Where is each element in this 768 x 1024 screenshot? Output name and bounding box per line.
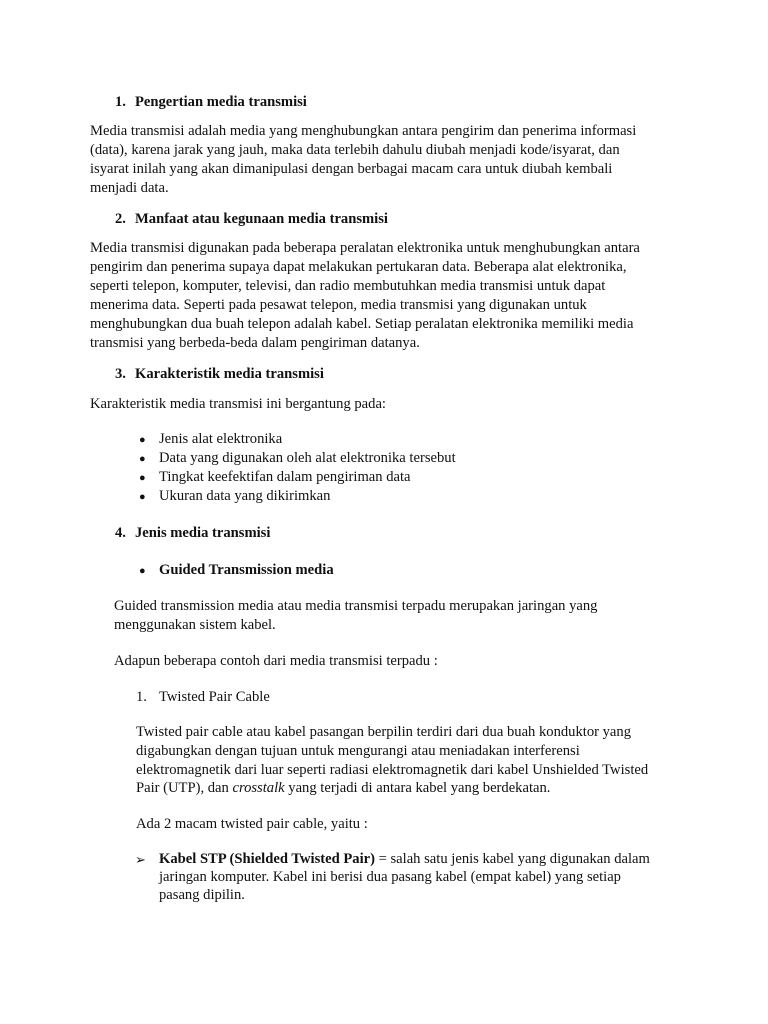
sub-item-title: Twisted Pair Cable	[159, 689, 270, 705]
bullet-icon: ●	[139, 491, 146, 503]
text-run: Pair (UTP), dan	[136, 780, 233, 796]
paragraph-line: transmisi yang berbeda-beda dalam pengiriman datanya.	[90, 335, 420, 351]
section-1-number: 1.	[115, 94, 126, 110]
bullet-icon: ●	[139, 565, 146, 577]
section-3-number: 3.	[115, 366, 126, 382]
list-item: Tingkat keefektifan dalam pengiriman data	[159, 469, 411, 485]
paragraph-line: menerima data. Seperti pada pesawat telepon, media transmisi yang digunakan untuk	[90, 297, 587, 313]
paragraph-line: jaringan komputer. Kabel ini berisi dua pasang kabel (empat kabel) yang setiap	[159, 869, 621, 885]
text-run: yang terjadi di antara kabel yang berdekatan.	[284, 780, 551, 796]
list-item: Jenis alat elektronika	[159, 431, 283, 447]
subsection-heading: Guided Transmission media	[159, 562, 334, 578]
sub-item-number: 1.	[136, 689, 147, 705]
section-2-heading: Manfaat atau kegunaan media transmisi	[135, 211, 388, 227]
bullet-icon: ●	[139, 453, 146, 465]
section-4-heading: Jenis media transmisi	[135, 525, 271, 541]
paragraph-line: isyarat inilah yang akan dimanipulasi dengan berbagai macam cara untuk diubah kembali	[90, 161, 613, 177]
stp-term: Kabel STP (Shielded Twisted Pair)	[159, 851, 375, 867]
bullet-icon: ●	[139, 434, 146, 446]
arrow-bullet-icon: ➢	[135, 852, 146, 867]
paragraph-line: menjadi data.	[90, 180, 169, 196]
paragraph-line: menggunakan sistem kabel.	[114, 617, 276, 633]
italic-term: crosstalk	[232, 780, 285, 796]
paragraph-line: elektromagnetik dari luar seperti radiasi elektromagnetik dari kabel Unshielded Twisted	[136, 762, 649, 778]
stp-definition-line	[159, 850, 650, 869]
list-item: Data yang digunakan oleh alat elektronika tersebut	[159, 450, 456, 466]
paragraph-line: digabungkan dengan tujuan untuk mengurangi atau meniadakan interferensi	[136, 743, 580, 759]
list-item: Ukuran data yang dikirimkan	[159, 488, 331, 504]
paragraph-line: seperti telepon, komputer, televisi, dan radio membutuhkan media transmisi untuk dapat	[90, 278, 606, 294]
paragraph-line: pengirim dan penerima supaya dapat melakukan pertukaran data. Beberapa alat elektronika,	[90, 259, 627, 275]
paragraph-line	[136, 779, 550, 798]
paragraph-line: Ada 2 macam twisted pair cable, yaitu :	[136, 816, 368, 832]
section-1-heading: Pengertian media transmisi	[135, 94, 307, 110]
paragraph-line: Guided transmission media atau media transmisi terpadu merupakan jaringan yang	[114, 598, 598, 614]
paragraph-line: Adapun beberapa contoh dari media transmisi terpadu :	[114, 653, 438, 669]
paragraph-line: Twisted pair cable atau kabel pasangan berpilin terdiri dari dua buah konduktor yang	[136, 724, 631, 740]
paragraph-line: Karakteristik media transmisi ini bergantung pada:	[90, 396, 386, 412]
paragraph-line: menghubungkan dua buah telepon adalah kabel. Setiap peralatan elektronika memiliki media	[90, 316, 634, 332]
bullet-icon: ●	[139, 472, 146, 484]
text-run: = salah satu jenis kabel yang digunakan dalam	[374, 851, 650, 867]
section-2-number: 2.	[115, 211, 126, 227]
section-4-number: 4.	[115, 525, 126, 541]
paragraph-line: (data), karena jarak yang jauh, maka data terlebih dahulu diubah menjadi kode/isyarat, dan	[90, 142, 620, 158]
section-3-heading: Karakteristik media transmisi	[135, 366, 324, 382]
paragraph-line: Media transmisi adalah media yang menghubungkan antara pengirim dan penerima informasi	[90, 123, 637, 139]
paragraph-line: pasang dipilin.	[159, 887, 245, 903]
paragraph-line: Media transmisi digunakan pada beberapa peralatan elektronika untuk menghubungkan antara	[90, 240, 640, 256]
